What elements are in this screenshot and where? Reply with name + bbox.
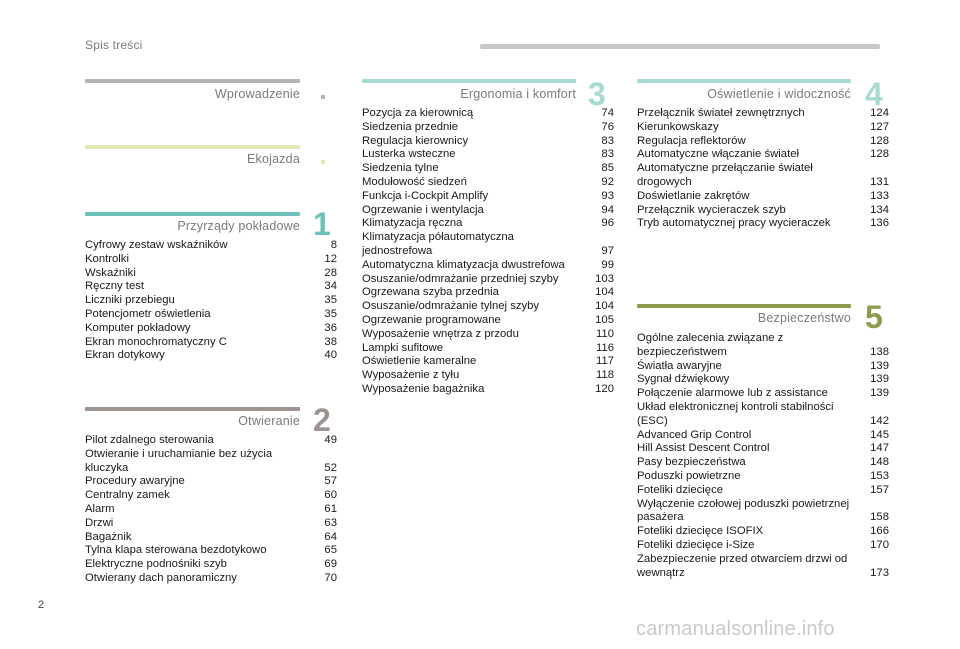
entry-page: 139 — [870, 373, 889, 386]
entry-page: 103 — [595, 272, 614, 285]
entry-label: Hill Assist Descent Control — [637, 442, 770, 455]
toc-entry[interactable] — [85, 572, 337, 586]
entry-page: 83 — [601, 148, 614, 161]
entry-label: Poduszki powietrzne — [637, 469, 741, 482]
entry-label: Zabezpieczenie przed otwarciem drzwi od wewnątrz — [637, 552, 848, 579]
watermark: carmanualsonline.info — [636, 618, 835, 640]
entry-page: 147 — [870, 442, 889, 455]
entry-page: 145 — [870, 428, 889, 441]
entry-label: Otwieranie i uruchamianie bez użycia kluczyka — [85, 447, 273, 474]
toc-entry[interactable] — [637, 387, 889, 401]
entry-label: Tylna klapa sterowana bezdotykowo — [85, 544, 267, 557]
toc-entry[interactable] — [362, 300, 614, 314]
entry-label: Bagażnik — [85, 530, 132, 543]
entry-label: Ręczny test — [85, 280, 145, 293]
toc-entry[interactable] — [362, 286, 614, 300]
section-bar — [85, 212, 300, 216]
entry-page: 40 — [324, 349, 337, 362]
toc-entry[interactable] — [362, 162, 614, 176]
section-bezpieczenstwo — [637, 299, 889, 599]
toc-entry[interactable] — [637, 217, 889, 231]
entry-page: 28 — [324, 266, 337, 279]
entry-list — [637, 107, 889, 231]
toc-entry[interactable] — [85, 294, 337, 308]
toc-entry[interactable] — [637, 484, 889, 498]
toc-entry[interactable] — [637, 373, 889, 387]
entry-list — [637, 332, 889, 580]
entry-page: 12 — [324, 252, 337, 265]
toc-entry[interactable] — [637, 148, 889, 162]
entry-label: Lampki sufitowe — [362, 341, 443, 354]
entry-page: 124 — [870, 107, 889, 119]
entry-list — [85, 239, 337, 363]
section-bar — [637, 79, 851, 83]
entry-label: Oświetlenie kameralne — [362, 355, 477, 368]
toc-entry[interactable] — [362, 383, 614, 397]
entry-label: Ekran dotykowy — [85, 349, 165, 362]
toc-entry[interactable] — [85, 253, 337, 267]
toc-entry[interactable] — [362, 135, 614, 149]
entry-page: 117 — [595, 355, 614, 368]
entry-label: Wyposażenie bagażnika — [362, 382, 485, 395]
toc-entry[interactable] — [637, 401, 889, 429]
toc-entry[interactable] — [637, 553, 889, 581]
entry-page: 110 — [595, 327, 614, 340]
toc-entry[interactable] — [637, 135, 889, 149]
entry-page: 157 — [870, 483, 889, 496]
toc-entry[interactable] — [637, 539, 889, 553]
entry-label: Automatyczne włączanie świateł — [637, 148, 799, 161]
toc-entry[interactable] — [637, 525, 889, 539]
entry-page: 65 — [324, 544, 337, 557]
entry-page: 158 — [870, 511, 889, 524]
page-title: Spis treści — [85, 38, 143, 52]
entry-page: 70 — [324, 571, 337, 584]
entry-label: Otwierany dach panoramiczny — [85, 571, 237, 584]
entry-label: Drzwi — [85, 516, 114, 529]
entry-label: Sygnał dźwiękowy — [637, 373, 730, 386]
toc-entry[interactable] — [85, 558, 337, 572]
toc-entry[interactable] — [362, 217, 614, 231]
entry-page: 74 — [601, 107, 614, 119]
entry-label: Ogrzewana szyba przednia — [362, 286, 499, 299]
toc-entry[interactable] — [85, 448, 337, 476]
entry-page: 52 — [324, 461, 337, 474]
entry-label: Regulacja reflektorów — [637, 134, 746, 147]
entry-page: 36 — [324, 321, 337, 334]
entry-label: Światła awaryjne — [637, 359, 722, 372]
entry-label: Automatyczna klimatyzacja dwustrefowa — [362, 258, 565, 271]
entry-page: 127 — [870, 120, 889, 133]
entry-label: Regulacja kierownicy — [362, 134, 469, 147]
section-number: 1 — [313, 206, 331, 242]
toc-entry[interactable] — [362, 328, 614, 342]
toc-entry[interactable] — [637, 332, 889, 360]
entry-page: 35 — [324, 294, 337, 307]
entry-page: 8 — [330, 239, 337, 251]
entry-label: Klimatyzacja ręczna — [362, 217, 463, 230]
entry-page: 99 — [601, 258, 614, 271]
entry-list — [362, 107, 614, 397]
entry-list — [85, 434, 337, 586]
entry-page: 76 — [601, 120, 614, 133]
section-ergonomia — [362, 76, 614, 429]
toc-entry[interactable] — [85, 239, 337, 253]
toc-entry[interactable] — [362, 176, 614, 190]
entry-label: Procedury awaryjne — [85, 475, 185, 488]
entry-page: 120 — [595, 382, 614, 395]
entry-page: 138 — [870, 345, 889, 358]
entry-label: Wyposażenie wnętrza z przodu — [362, 327, 519, 340]
section-title: Ekojazda — [246, 152, 300, 166]
entry-page: 104 — [595, 286, 614, 299]
toc-entry[interactable] — [362, 148, 614, 162]
entry-label: Foteliki dziecięce ISOFIX — [637, 525, 764, 538]
toc-entry[interactable] — [362, 259, 614, 273]
entry-label: Tryb automatycznej pracy wycieraczek — [637, 217, 831, 230]
section-bar — [85, 79, 300, 83]
entry-page: 166 — [870, 525, 889, 538]
entry-label: Automatyczne przełączanie świateł drogowych — [637, 162, 813, 188]
toc-entry[interactable] — [85, 544, 337, 558]
section-bar — [85, 145, 300, 149]
section-number: 2 — [313, 402, 331, 438]
section-bar — [85, 407, 300, 411]
entry-label: Advanced Grip Control — [637, 428, 752, 441]
entry-label: Lusterka wsteczne — [362, 148, 456, 161]
entry-page: 61 — [324, 502, 337, 515]
toc-entry[interactable] — [362, 369, 614, 383]
entry-page: 118 — [595, 369, 614, 382]
entry-page: 136 — [870, 217, 889, 230]
entry-label: Połączenie alarmowe lub z assistance — [637, 387, 828, 400]
toc-entry[interactable] — [85, 308, 337, 322]
entry-label: Przełącznik wycieraczek szyb — [637, 203, 786, 216]
entry-label: Osuszanie/odmrażanie tylnej szyby — [362, 300, 540, 313]
entry-page: 63 — [324, 516, 337, 529]
section-oswietlenie — [637, 76, 889, 249]
entry-label: Cyfrowy zestaw wskaźników — [85, 239, 228, 251]
toc-entry[interactable] — [637, 121, 889, 135]
entry-page: 170 — [870, 538, 889, 551]
toc-entry[interactable] — [637, 162, 889, 190]
entry-page: 105 — [595, 313, 614, 326]
toc-entry[interactable] — [637, 442, 889, 456]
toc-entry[interactable] — [85, 434, 337, 448]
toc-entry[interactable] — [637, 429, 889, 443]
toc-entry[interactable] — [85, 475, 337, 489]
entry-label: Ogrzewanie programowane — [362, 313, 501, 326]
section-title: Ergonomia i komfort — [460, 87, 576, 101]
entry-label: Pozycja za kierownicą — [362, 107, 474, 119]
entry-label: Wskaźniki — [85, 266, 136, 279]
section-title: Otwieranie — [238, 414, 300, 428]
entry-page: 173 — [870, 566, 889, 579]
toc-entry[interactable] — [362, 355, 614, 369]
entry-label: Przełącznik świateł zewnętrznych — [637, 107, 805, 119]
entry-page: 128 — [870, 134, 889, 147]
section-bar — [637, 304, 851, 308]
section-title: Bezpieczeństwo — [757, 311, 851, 325]
toc-entry[interactable] — [637, 107, 889, 121]
toc-entry[interactable] — [362, 231, 614, 259]
toc-entry[interactable] — [362, 314, 614, 328]
entry-label: Osuszanie/odmrażanie przedniej szyby — [362, 272, 559, 285]
entry-label: Siedzenia przednie — [362, 120, 459, 133]
section-title: Przyrządy pokładowe — [177, 219, 300, 233]
entry-page: 94 — [601, 203, 614, 216]
entry-page: 131 — [870, 175, 889, 188]
entry-page: 104 — [595, 300, 614, 313]
entry-label: Potencjometr oświetlenia — [85, 307, 211, 320]
entry-label: Kierunkowskazy — [637, 120, 719, 133]
entry-label: Ogrzewanie i wentylacja — [362, 203, 484, 216]
section-wprowadzenie[interactable] — [85, 79, 329, 109]
toc-entry[interactable] — [637, 456, 889, 470]
entry-label: Ogólne zalecenia związane z bezpieczeństwem — [637, 332, 784, 358]
toc-entry[interactable] — [362, 342, 614, 356]
entry-page: 69 — [324, 558, 337, 571]
toc-entry[interactable] — [85, 503, 337, 517]
entry-label: Liczniki przebiegu — [85, 294, 175, 307]
toc-entry[interactable] — [85, 489, 337, 503]
entry-page: 93 — [601, 189, 614, 202]
toc-entry[interactable] — [637, 190, 889, 204]
entry-page: 96 — [601, 217, 614, 230]
toc-entry[interactable] — [85, 280, 337, 294]
toc-entry[interactable] — [362, 121, 614, 135]
entry-page: 97 — [601, 244, 614, 257]
entry-label: Modułowość siedzeń — [362, 175, 467, 188]
section-number: 4 — [865, 76, 883, 112]
toc-entry[interactable] — [637, 470, 889, 484]
entry-label: Pasy bezpieczeństwa — [637, 456, 746, 469]
entry-page: 35 — [324, 307, 337, 320]
toc-entry[interactable] — [637, 498, 889, 526]
toc-entry[interactable] — [85, 349, 337, 363]
entry-label: Wyposażenie z tyłu — [362, 369, 460, 382]
entry-page: 49 — [324, 434, 337, 446]
entry-label: Centralny zamek — [85, 489, 170, 502]
entry-page: 57 — [324, 475, 337, 488]
entry-page: 38 — [324, 335, 337, 348]
entry-page: 85 — [601, 162, 614, 175]
toc-entry[interactable] — [362, 204, 614, 218]
entry-page: 64 — [324, 530, 337, 543]
toc-entry[interactable] — [362, 190, 614, 204]
entry-page: 153 — [870, 469, 889, 482]
entry-label: Elektryczne podnośniki szyb — [85, 558, 227, 571]
entry-page: 60 — [324, 489, 337, 502]
header-divider-bar — [480, 44, 880, 49]
section-title: Wprowadzenie — [214, 87, 300, 101]
entry-page: 83 — [601, 134, 614, 147]
toc-entry[interactable] — [362, 107, 614, 121]
entry-label: Siedzenia tylne — [362, 162, 439, 175]
toc-entry[interactable] — [85, 517, 337, 531]
entry-label: Wyłączenie czołowej poduszki powietrznej pasażera — [637, 497, 850, 524]
toc-entry[interactable] — [85, 267, 337, 281]
page-number: 2 — [38, 599, 45, 611]
section-marker-icon — [321, 160, 325, 164]
entry-page: 116 — [595, 341, 614, 354]
entry-label: Foteliki dziecięce — [637, 483, 724, 496]
entry-label: Doświetlanie zakrętów — [637, 189, 750, 202]
entry-label: Ekran monochromatyczny C — [85, 335, 227, 348]
entry-page: 134 — [870, 203, 889, 216]
toc-entry[interactable] — [85, 322, 337, 336]
entry-page: 128 — [870, 148, 889, 161]
entry-page: 142 — [870, 414, 889, 427]
toc-entry[interactable] — [85, 336, 337, 350]
toc-entry[interactable] — [637, 204, 889, 218]
section-number: 3 — [588, 76, 606, 112]
entry-label: Alarm — [85, 502, 115, 515]
section-otwieranie — [85, 402, 340, 602]
section-title: Oświetlenie i widoczność — [707, 87, 851, 101]
entry-page: 148 — [870, 456, 889, 469]
entry-page: 34 — [324, 280, 337, 293]
toc-entry[interactable] — [637, 360, 889, 374]
entry-label: Funkcja i-Cockpit Amplify — [362, 189, 489, 202]
entry-page: 133 — [870, 189, 889, 202]
entry-label: Foteliki dziecięce i-Size — [637, 538, 755, 551]
toc-entry[interactable] — [362, 273, 614, 287]
section-number: 5 — [865, 299, 883, 335]
entry-label: Kontrolki — [85, 252, 129, 265]
entry-page: 92 — [601, 175, 614, 188]
section-bar — [362, 79, 576, 83]
section-marker-icon — [321, 95, 325, 99]
entry-page: 139 — [870, 387, 889, 400]
entry-label: Pilot zdalnego sterowania — [85, 434, 214, 446]
entry-page: 139 — [870, 359, 889, 372]
entry-label: Klimatyzacja półautomatyczna jednostrefowa — [362, 231, 514, 257]
section-przyrzady — [85, 206, 340, 382]
entry-label: Układ elektronicznej kontroli stabilności (ESC) — [637, 400, 834, 427]
section-ekojazda[interactable] — [85, 145, 329, 175]
entry-label: Komputer pokładowy — [85, 321, 191, 334]
toc-entry[interactable] — [85, 531, 337, 545]
